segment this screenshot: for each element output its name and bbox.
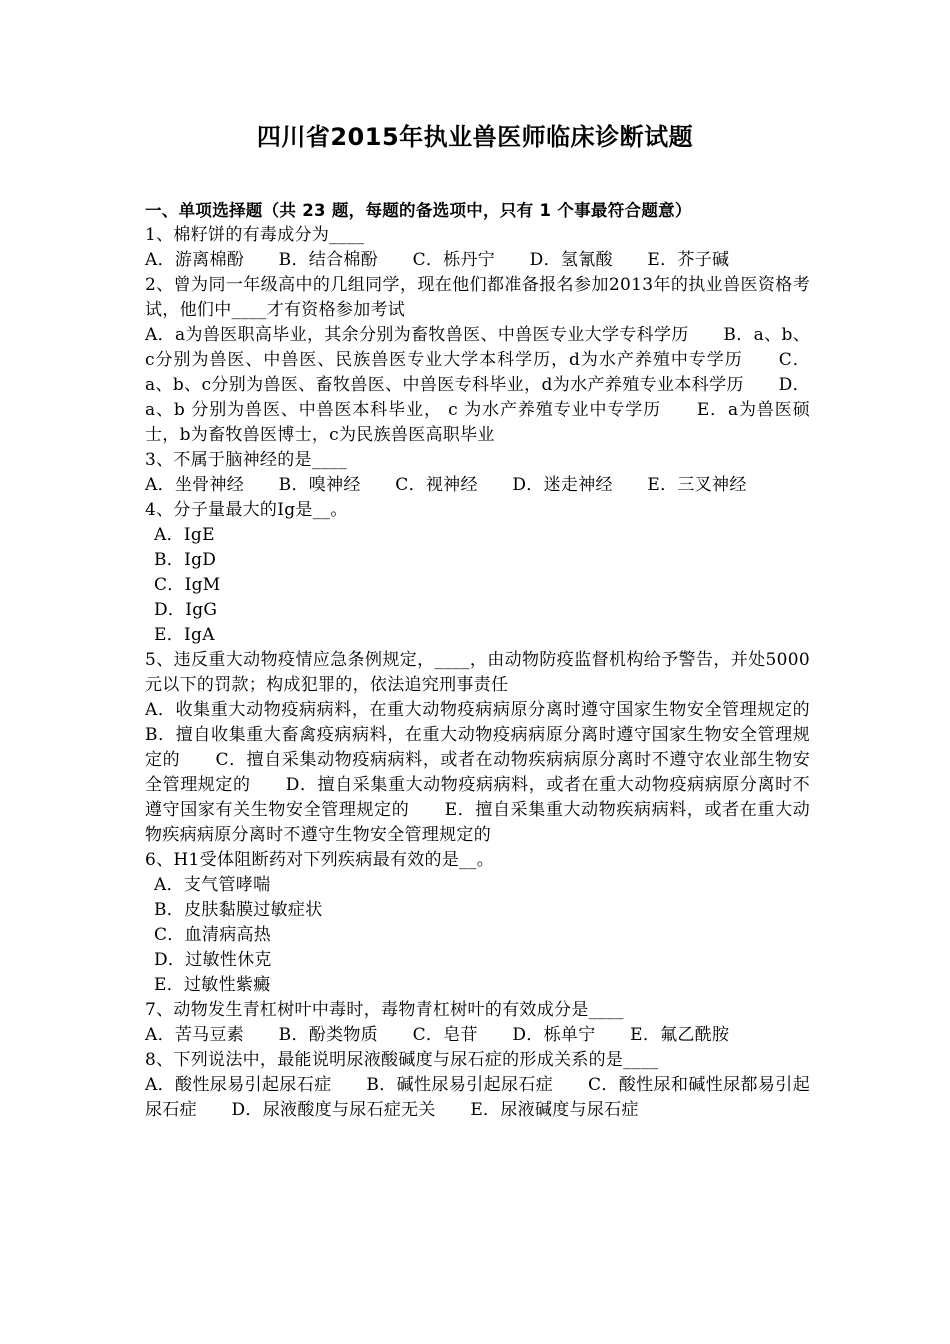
question-stem: 2、曾为同一年级高中的几组同学，现在他们都准备报名参加2013年的执业兽医资格考试，他们中____才有资格参加考试 [145, 275, 810, 320]
question-2 [145, 273, 810, 448]
section-heading: 一、单项选择题（共 23 题，每题的备选项中，只有 1 个事最符合题意） [145, 201, 692, 220]
question-stem: 4、分子量最大的Ig是__。 [145, 500, 348, 520]
question-7 [145, 998, 810, 1048]
option-a: A．IgE [154, 525, 215, 545]
question-1 [145, 223, 810, 273]
option-c: C．血清病高热 [154, 925, 272, 945]
question-5 [145, 648, 845, 848]
option-d: D．IgG [154, 600, 218, 620]
question-options: A．游离棉酚 B．结合棉酚 C．栎丹宁 D．氢氰酸 E．芥子碱 [145, 250, 730, 270]
question-6 [145, 848, 810, 998]
question-stem: 8、下列说法中，最能说明尿液酸碱度与尿石症的形成关系的是____ [145, 1050, 659, 1070]
question-3 [145, 448, 810, 498]
option-d: D．过敏性休克 [154, 950, 272, 970]
question-options: A．酸性尿易引起尿石症 B．碱性尿易引起尿石症 C．酸性尿和碱性尿都易引起尿石症 D．尿液酸度与尿石症无关 E．尿液碱度与尿石症 [145, 1075, 810, 1120]
document-body [145, 198, 845, 1123]
option-b: B．皮肤黏膜过敏症状 [154, 900, 323, 920]
option-c: C．IgM [154, 575, 221, 595]
question-8 [145, 1048, 810, 1123]
option-e: E．IgA [154, 625, 215, 645]
option-e: E．过敏性紫癜 [154, 975, 271, 995]
option-a: A．支气管哮喘 [154, 875, 271, 895]
question-stem: 1、棉籽饼的有毒成分为____ [145, 225, 365, 245]
option-b: B．IgD [154, 550, 217, 570]
question-stem: 3、不属于脑神经的是____ [145, 450, 348, 470]
question-stem: 5、违反重大动物疫情应急条例规定，____，由动物防疫监督机构给予警告，并处5000元以下的罚款；构成犯罪的，依法追究刑事责任 [145, 650, 810, 695]
question-4 [145, 498, 810, 648]
question-options: A．坐骨神经 B．嗅神经 C．视神经 D．迷走神经 E．三叉神经 [145, 475, 747, 495]
question-stem: 7、动物发生青杠树叶中毒时，毒物青杠树叶的有效成分是____ [145, 1000, 624, 1020]
question-stem: 6、H1受体阻断药对下列疾病最有效的是__。 [145, 850, 495, 870]
question-options: A．苦马豆素 B．酚类物质 C．皂苷 D．栎单宁 E．氟乙酰胺 [145, 1025, 730, 1045]
question-options: A．a为兽医职高毕业，其余分别为畜牧兽医、中兽医专业大学专科学历 B．a、b、c分别为兽医、中兽医、民族兽医专业大学本科学历，d为水产养殖中专学历 C．a、b、c分别为兽医、畜牧兽医、中兽医专科毕业，d为水产养殖专业本科学历 D．a、b 分别为兽医、中兽医本科毕业， c 为水产养殖专业中专学历 E．a为兽医硕士，b为畜牧兽医博士，c为民族兽医高职毕业 [145, 325, 810, 445]
document-title: 四川省2015年执业兽医师临床诊断试题 [256, 123, 694, 151]
question-options: A．收集重大动物疫病病料，在重大动物疫病病原分离时遵守国家生物安全管理规定的 B．擅自收集重大畜禽疫病病料，在重大动物疫病病原分离时遵守国家生物安全管理规定的 C．擅自采集动物疫病病料，或者在动物疾病病原分离时不遵守农业部生物安全管理规定的 D．擅自采集重大动物疫病病料，或者在重大动物疫病病原分离时不遵守国家有关生物安全管理规定的 E．擅自采集重大动物疾病病料，或者在重大动物疾病病原分离时不遵守生物安全管理规定的 [145, 700, 845, 845]
